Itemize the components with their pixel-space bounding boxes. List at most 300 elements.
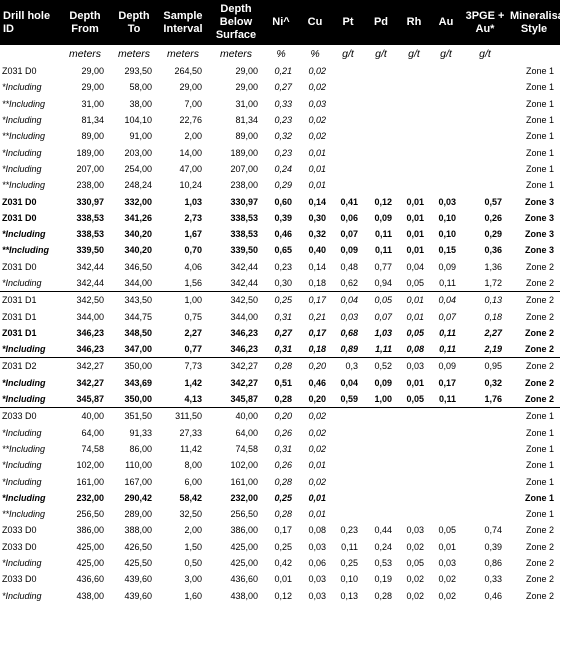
table-cell: 0,03: [438, 558, 456, 569]
table-cell: **Including: [2, 180, 46, 191]
table-cell: 0,32: [274, 131, 292, 142]
table-cell: 1,60: [184, 590, 202, 601]
table-row: [0, 391, 560, 408]
table-cell: 8,00: [184, 460, 202, 471]
table-cell: [332, 63, 364, 79]
table-cell: [332, 506, 364, 522]
table-cell: 0,02: [298, 408, 332, 425]
table-cell: 22,76: [179, 115, 202, 126]
table-cell: 330,97: [230, 196, 258, 207]
table-cell: 0,25: [264, 292, 298, 309]
table-cell: 0,04: [340, 377, 358, 388]
table-row: [0, 555, 560, 571]
table-cell: 0,27: [274, 327, 292, 338]
table-cell: 342,27: [230, 377, 258, 388]
table-cell: 4,13: [184, 394, 202, 405]
table-cell: 0,32: [308, 229, 326, 240]
column-header: 3PGE + Au*: [462, 0, 508, 45]
table-cell: [398, 506, 430, 522]
unit-cell: [508, 45, 560, 63]
table-cell: 0,01: [406, 229, 424, 240]
table-cell: 342,50: [60, 292, 110, 309]
table-cell: 0,50: [184, 558, 202, 569]
table-cell: 0,10: [340, 574, 358, 585]
table-cell: *Including: [2, 377, 46, 388]
table-cell: Zone 1: [525, 180, 554, 191]
table-cell: 0,02: [308, 115, 326, 126]
table-cell: 0,12: [274, 590, 292, 601]
table-cell: [398, 490, 430, 506]
table-cell: 0,95: [462, 358, 508, 375]
table-cell: 74,58: [81, 443, 104, 454]
table-cell: 346,23: [76, 344, 104, 355]
table-cell: 342,27: [76, 377, 104, 388]
table-cell: 0,77: [184, 344, 202, 355]
table-cell: [462, 473, 508, 489]
table-cell: 256,50: [230, 509, 258, 520]
table-row: [0, 325, 560, 341]
table-cell: 31,00: [81, 98, 104, 109]
table-cell: [364, 177, 398, 193]
table-cell: [364, 161, 398, 177]
table-cell: 344,00: [230, 311, 258, 322]
table-cell: 0,07: [438, 311, 456, 322]
table-cell: *Including: [2, 427, 42, 438]
table-cell: [364, 144, 398, 160]
table-cell: Z031 D0: [2, 66, 37, 77]
column-header: Drill hole ID: [0, 0, 60, 45]
table-cell: 0,42: [274, 558, 292, 569]
table-cell: 0,32: [484, 377, 502, 388]
table-cell: [462, 408, 508, 425]
table-cell: 0,25: [274, 492, 292, 503]
table-cell: [462, 457, 508, 473]
table-cell: 0,02: [308, 443, 326, 454]
table-cell: 64,00: [235, 427, 258, 438]
table-cell: [398, 96, 430, 112]
table-row: [0, 193, 560, 209]
table-cell: 386,00: [76, 525, 104, 536]
table-cell: 2,27: [484, 327, 502, 338]
table-cell: 0,03: [340, 311, 358, 322]
table-cell: 0,53: [374, 558, 392, 569]
table-cell: 0,30: [274, 278, 292, 288]
table-cell: 0,59: [340, 394, 358, 405]
column-header: Sample Interval: [158, 0, 208, 45]
table-cell: 346,50: [124, 261, 152, 272]
table-cell: [398, 177, 430, 193]
table-cell: 0,02: [406, 574, 424, 585]
table-cell: 0,07: [340, 229, 358, 240]
table-cell: 0,12: [374, 196, 392, 207]
table-cell: **Including: [2, 443, 46, 454]
table-cell: 0,10: [438, 229, 456, 240]
table-cell: 343,69: [124, 377, 152, 388]
unit-cell: g/t: [375, 48, 387, 60]
table-cell: 0,33: [484, 574, 502, 585]
column-header: Pt: [332, 0, 364, 45]
table-cell: [430, 490, 462, 506]
unit-cell: %: [276, 48, 286, 60]
table-cell: Zone 1: [525, 66, 554, 77]
table-cell: 0,09: [374, 212, 392, 223]
table-cell: [462, 144, 508, 160]
table-cell: [364, 408, 398, 425]
table-cell: Zone 3: [524, 245, 554, 256]
table-cell: 426,50: [124, 541, 152, 552]
table-cell: 0,89: [340, 344, 358, 355]
table-cell: 0,19: [374, 574, 392, 585]
table-cell: 189,00: [76, 147, 104, 158]
table-cell: 203,00: [124, 147, 152, 158]
table-row: [0, 292, 560, 309]
table-cell: [462, 79, 508, 95]
table-cell: 0,01: [308, 460, 326, 471]
table-row: [0, 441, 560, 457]
table-cell: 7,00: [184, 98, 202, 109]
table-cell: 0,41: [340, 196, 358, 207]
table-cell: 0,02: [406, 590, 424, 601]
table-cell: 64,00: [81, 427, 104, 438]
table-cell: 347,00: [124, 344, 152, 355]
table-cell: 2,00: [184, 525, 202, 536]
table-cell: Zone 1: [508, 408, 560, 425]
table-cell: 436,60: [76, 574, 104, 585]
table-cell: 38,00: [129, 98, 152, 109]
table-row: [0, 341, 560, 358]
table-cell: 0,29: [274, 180, 292, 191]
table-cell: 207,00: [230, 163, 258, 174]
table-cell: 342,44: [230, 278, 258, 288]
table-cell: 0,15: [438, 245, 456, 256]
table-cell: 0,17: [298, 292, 332, 309]
table-cell: 1,56: [184, 278, 202, 288]
table-cell: [332, 441, 364, 457]
table-cell: 0,24: [274, 163, 292, 174]
table-cell: *Including: [2, 460, 42, 471]
table-cell: 0,21: [274, 66, 292, 77]
table-cell: 0,03: [406, 525, 424, 536]
table-cell: 6,00: [184, 476, 202, 487]
table-cell: 0,01: [438, 541, 456, 552]
table-cell: 2,19: [484, 344, 502, 355]
table-cell: 0,08: [406, 344, 424, 355]
table-cell: 10,24: [179, 180, 202, 191]
unit-cell: [0, 45, 60, 63]
table-cell: 330,97: [76, 196, 104, 207]
table-cell: 289,00: [124, 509, 152, 520]
table-cell: *Including: [2, 558, 42, 569]
table-cell: 0,05: [406, 558, 424, 569]
table-cell: 29,00: [81, 82, 104, 93]
table-cell: [430, 506, 462, 522]
table-cell: 425,50: [124, 558, 152, 569]
table-cell: 342,50: [208, 292, 264, 309]
table-cell: [430, 425, 462, 441]
table-cell: 0,11: [341, 541, 358, 552]
table-cell: 388,00: [124, 525, 152, 536]
table-cell: 339,50: [230, 245, 258, 256]
table-cell: 338,53: [230, 229, 258, 240]
table-cell: 0,20: [308, 394, 326, 405]
table-cell: Z031 D0: [2, 261, 37, 272]
table-cell: 338,53: [230, 212, 258, 223]
table-cell: 0,01: [406, 311, 424, 322]
table-cell: *Including: [2, 492, 46, 503]
column-header: Depth To: [110, 0, 158, 45]
table-cell: Zone 2: [525, 261, 554, 272]
table-cell: 0,02: [308, 66, 326, 77]
table-cell: 0,24: [374, 541, 392, 552]
table-cell: [430, 112, 462, 128]
table-cell: Z033 D0: [2, 541, 37, 552]
table-cell: [430, 457, 462, 473]
table-cell: 342,27: [60, 358, 110, 375]
table-cell: 58,00: [129, 82, 152, 93]
table-cell: 0,26: [274, 460, 292, 471]
table-cell: 2,73: [184, 212, 202, 223]
table-cell: [364, 490, 398, 506]
table-cell: Zone 2: [508, 358, 560, 375]
table-cell: 293,50: [124, 66, 152, 77]
table-cell: Zone 3: [524, 212, 554, 223]
column-header: Cu: [298, 0, 332, 45]
table-cell: 0,74: [484, 525, 502, 536]
table-cell: 2,00: [184, 131, 202, 142]
table-cell: 1,42: [184, 377, 202, 388]
table-cell: 0,86: [484, 558, 502, 569]
table-cell: [364, 506, 398, 522]
table-cell: 0,39: [274, 212, 292, 223]
table-cell: 344,75: [124, 311, 152, 322]
table-cell: Z033 D0: [2, 525, 37, 536]
table-cell: Zone 2: [525, 311, 554, 322]
table-cell: 89,00: [81, 131, 104, 142]
table-cell: 0,14: [308, 196, 326, 207]
table-cell: [332, 490, 364, 506]
table-cell: Zone 3: [524, 196, 554, 207]
table-cell: 339,50: [76, 245, 104, 256]
table-cell: 351,50: [110, 408, 158, 425]
table-cell: Zone 2: [525, 525, 554, 536]
table-cell: 0,06: [308, 558, 326, 569]
unit-cell: g/t: [408, 48, 420, 60]
table-cell: 0,48: [340, 261, 358, 272]
table-cell: [430, 441, 462, 457]
table-row: [0, 588, 560, 604]
table-cell: 1,03: [184, 196, 202, 207]
table-cell: [332, 96, 364, 112]
table-cell: 341,26: [124, 212, 152, 223]
table-cell: 0,28: [274, 394, 292, 405]
table-cell: 0,03: [308, 574, 326, 585]
table-cell: 0,04: [430, 292, 462, 309]
table-cell: **Including: [2, 98, 46, 109]
table-cell: *Including: [2, 278, 42, 288]
table-cell: 7,73: [158, 358, 208, 375]
table-cell: [364, 112, 398, 128]
table-cell: 0,01: [274, 574, 292, 585]
table-cell: Zone 2: [524, 394, 554, 405]
table-cell: [364, 63, 398, 79]
table-cell: Zone 2: [525, 558, 554, 569]
table-cell: 342,44: [76, 278, 104, 288]
table-cell: 0,18: [484, 311, 502, 322]
table-cell: 0,02: [438, 574, 456, 585]
table-cell: 167,00: [124, 476, 152, 487]
table-cell: Zone 1: [525, 509, 554, 520]
table-cell: Zone 2: [525, 541, 554, 552]
table-cell: [462, 161, 508, 177]
table-cell: [462, 506, 508, 522]
table-cell: [364, 128, 398, 144]
table-cell: 0,23: [274, 115, 292, 126]
table-cell: 81,34: [81, 115, 104, 126]
table-cell: 0,28: [274, 509, 292, 520]
table-cell: 40,00: [208, 408, 264, 425]
column-header: Depth Below Surface: [208, 0, 264, 45]
table-cell: 348,50: [124, 327, 152, 338]
table-cell: 0,17: [308, 327, 326, 338]
table-cell: 425,00: [76, 541, 104, 552]
table-cell: 58,42: [179, 492, 202, 503]
table-cell: 0,05: [406, 394, 424, 405]
table-cell: [398, 408, 430, 425]
unit-cell: %: [310, 48, 320, 60]
table-cell: 0,09: [374, 377, 392, 388]
unit-cell: g/t: [440, 48, 452, 60]
table-cell: 342,27: [208, 358, 264, 375]
table-cell: 350,00: [124, 394, 152, 405]
table-cell: [332, 408, 364, 425]
table-cell: 345,87: [230, 394, 258, 405]
table-cell: 0,17: [438, 377, 456, 388]
table-cell: 0,31: [274, 344, 292, 355]
table-cell: 0,02: [308, 427, 326, 438]
table-cell: 104,10: [124, 115, 152, 126]
table-cell: 1,72: [484, 278, 502, 288]
table-cell: 1,00: [158, 292, 208, 309]
table-row: [0, 161, 560, 177]
table-row: [0, 226, 560, 242]
table-cell: 189,00: [230, 147, 258, 158]
table-cell: 238,00: [230, 180, 258, 191]
table-cell: 332,00: [124, 196, 152, 207]
table-row: [0, 79, 560, 95]
table-cell: *Including: [2, 82, 42, 93]
table-cell: 346,23: [230, 344, 258, 355]
table-cell: Z031 D1: [2, 327, 37, 338]
table-cell: 338,53: [76, 212, 104, 223]
unit-cell: meters: [166, 48, 200, 60]
column-header: Ni^: [264, 0, 298, 45]
table-cell: Zone 1: [525, 98, 554, 109]
table-cell: **Including: [2, 131, 46, 142]
table-row: [0, 473, 560, 489]
table-cell: [462, 128, 508, 144]
table-cell: 0,01: [406, 212, 424, 223]
table-cell: 32,50: [179, 509, 202, 520]
table-cell: 0,20: [264, 408, 298, 425]
table-cell: [398, 79, 430, 95]
table-cell: 0,25: [340, 558, 358, 569]
table-cell: 0,36: [484, 245, 502, 256]
table-cell: [398, 63, 430, 79]
table-cell: *Including: [2, 344, 46, 355]
table-cell: Z031 D2: [0, 358, 60, 375]
table-cell: 2,27: [184, 327, 202, 338]
table-cell: 346,23: [76, 327, 104, 338]
table-cell: *Including: [2, 115, 42, 126]
table-cell: [398, 144, 430, 160]
table-cell: 311,50: [158, 408, 208, 425]
table-cell: 0,17: [274, 525, 292, 536]
table-cell: 439,60: [124, 574, 152, 585]
table-cell: 0,02: [438, 590, 456, 601]
table-row: [0, 358, 560, 375]
table-cell: 0,31: [274, 311, 292, 322]
column-header: Depth From: [60, 0, 110, 45]
table-cell: [332, 161, 364, 177]
table-cell: 0,44: [374, 525, 392, 536]
table-cell: 0,57: [484, 196, 502, 207]
table-cell: [398, 457, 430, 473]
table-cell: 0,02: [406, 541, 424, 552]
table-cell: 0,30: [308, 212, 326, 223]
table-row: [0, 506, 560, 522]
table-cell: 102,00: [76, 460, 104, 471]
table-cell: [462, 63, 508, 79]
table-cell: 0,40: [308, 245, 326, 256]
table-cell: [332, 128, 364, 144]
table-cell: [364, 79, 398, 95]
table-cell: 40,00: [60, 408, 110, 425]
table-cell: 74,58: [235, 443, 258, 454]
table-cell: 343,50: [110, 292, 158, 309]
table-cell: 0,31: [274, 443, 292, 454]
table-cell: 0,94: [374, 278, 392, 288]
table-cell: [430, 63, 462, 79]
table-cell: 29,00: [179, 82, 202, 93]
table-cell: Zone 2: [525, 590, 554, 601]
table-cell: [364, 96, 398, 112]
table-cell: 0,08: [308, 525, 326, 536]
table-cell: [398, 473, 430, 489]
table-cell: 0,11: [374, 229, 392, 240]
table-cell: [430, 408, 462, 425]
table-cell: 0,21: [308, 311, 326, 322]
table-cell: [332, 112, 364, 128]
table-cell: [430, 177, 462, 193]
table-cell: 0,25: [274, 541, 292, 552]
table-cell: 0,13: [340, 590, 358, 601]
table-cell: 0,01: [308, 492, 326, 503]
table-cell: [398, 112, 430, 128]
unit-cell: meters: [117, 48, 151, 60]
table-cell: Zone 1: [525, 427, 554, 438]
table-cell: 0,11: [438, 394, 456, 405]
table-cell: 0,18: [308, 344, 326, 355]
table-cell: 0,04: [406, 261, 424, 272]
table-cell: 0,23: [340, 525, 358, 536]
table-cell: *Including: [2, 163, 42, 174]
table-cell: Z031 D1: [2, 311, 37, 322]
table-cell: 248,24: [124, 180, 152, 191]
table-cell: 102,00: [230, 460, 258, 471]
table-cell: 0,05: [406, 278, 424, 288]
table-row: [0, 242, 560, 258]
units-row: [0, 45, 560, 63]
